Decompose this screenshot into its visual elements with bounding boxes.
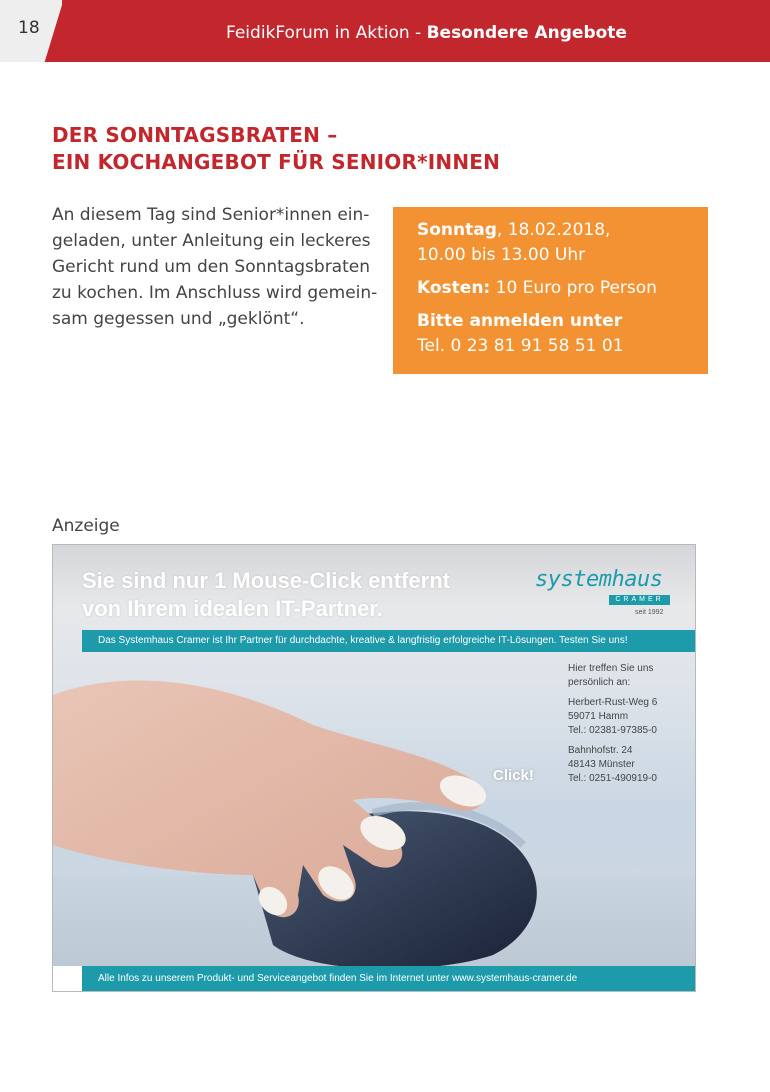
systemhaus-logo [535,567,675,619]
event-cost-value: 10 Euro pro Person [490,278,657,298]
article-body-line: zu kochen. Im Anschluss wird gemein- [52,283,378,303]
event-register-label: Bitte anmelden unter [417,311,623,331]
article-title-line: EIN KOCHANGEBOT FÜR SENIOR*INNEN [52,150,501,174]
address-line: 59071 Hamm [568,711,629,722]
contact-intro-line: Hier treffen Sie uns [568,663,654,674]
ad-headline-line: von Ihrem idealen IT-Partner. [82,596,383,621]
article-body [52,202,378,332]
event-info-box [393,207,708,374]
header-title-regular: FeidikForum in Aktion - [226,23,427,43]
advertisement-label: Anzeige [52,516,120,536]
ad-contact-info [568,662,657,792]
page-number: 18 [18,18,40,38]
event-time: 10.00 bis 13.00 Uhr [417,245,586,265]
article-title [52,122,500,176]
event-phone: Tel. 0 23 81 91 58 51 01 [417,336,624,356]
address-line: 48143 Münster [568,759,635,770]
logo-wordmark: systemhaus [535,567,663,592]
address-line: Tel.: 0251-490919-0 [568,773,657,784]
ad-website-band: Alle Infos zu unserem Produkt- und Serviceangebot finden Sie im Internet unter www.systemhaus-cramer.de [82,966,696,992]
article-body-line: An diesem Tag sind Senior*innen ein- [52,205,370,225]
article-title-line: DER SONNTAGSBRATEN – [52,123,338,147]
ad-tagline-band: Das Systemhaus Cramer ist Ihr Partner für durchdachte, kreative & langfristig erfolgreiche IT-Lösungen. Testen Sie uns! [82,630,696,652]
address-line: Herbert-Rust-Weg 6 [568,697,658,708]
event-cost-label: Kosten: [417,278,491,298]
contact-intro-line: persönlich an: [568,677,631,688]
logo-since: seit 1992 [635,609,664,616]
logo-subtitle: CRAMER [609,595,670,605]
article-body-line: Gericht rund um den Sonntagsbraten [52,257,371,277]
article-body-line: geladen, unter Anleitung ein leckeres [52,231,371,251]
address-line: Bahnhofstr. 24 [568,745,633,756]
header-title-bold: Besondere Angebote [426,23,627,43]
ad-headline [82,567,450,623]
event-date-value: , 18.02.2018, [496,220,611,240]
ad-click-label: Click! [493,767,534,784]
article-body-line: sam gegessen und „geklönt“. [52,309,305,329]
ad-headline-line: Sie sind nur 1 Mouse-Click entfernt [82,568,450,593]
event-date [417,218,708,243]
address-line: Tel.: 02381-97385-0 [568,725,657,736]
event-cost [417,276,708,301]
header-title [226,23,627,43]
advertisement [52,544,696,992]
event-date-label: Sonntag [417,220,497,240]
